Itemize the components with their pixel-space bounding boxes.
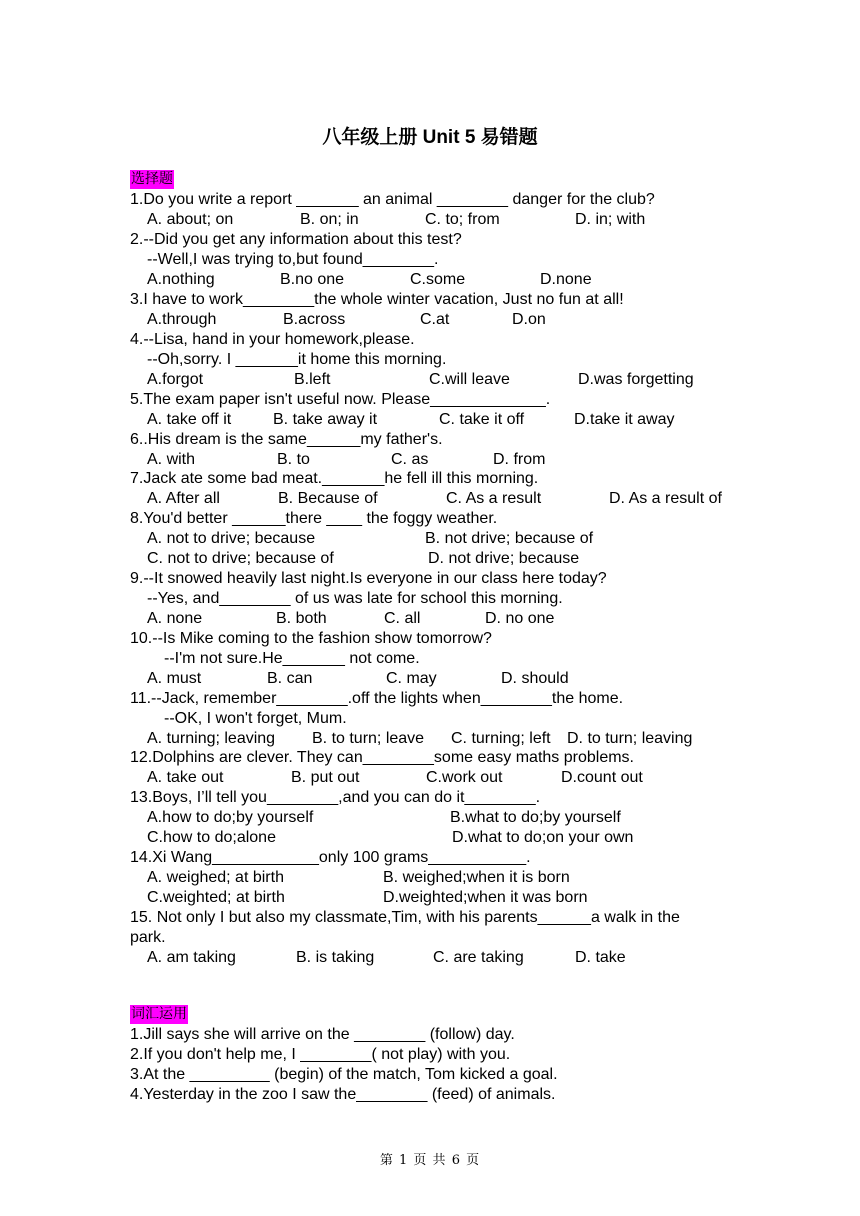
vocab-item-3: 3.At the _________ (begin) of the match, Tom kicked a goal. (130, 1066, 558, 1083)
option-b: B. both (276, 610, 327, 627)
option-b: B. take away it (273, 411, 378, 428)
question-11: 11.--Jack, remember________.off the lights when________the home. (130, 690, 624, 707)
option-c: C. are taking (433, 949, 524, 966)
option-d: D.count out (561, 769, 643, 786)
options-q9 (0, 609, 860, 629)
question-10-reply: --I'm not sure.He_______ not come. (164, 650, 420, 667)
options-q15 (0, 948, 860, 968)
option-d: D. from (493, 451, 546, 468)
question-4: 4.--Lisa, hand in your homework,please. (130, 331, 415, 348)
option-b: B. weighed;when it is born (383, 869, 570, 886)
option-a: A. take out (147, 769, 224, 786)
option-c: C. to; from (425, 211, 500, 228)
option-d: D. to turn; leaving (567, 730, 693, 747)
option-c: C.weighted; at birth (147, 889, 285, 906)
options-q10 (0, 669, 860, 689)
option-d: D. no one (485, 610, 555, 627)
question-2-reply: --Well,I was trying to,but found________. (147, 251, 439, 268)
options-q12 (0, 768, 860, 788)
vocab-item-1: 1.Jill says she will arrive on the ________ (follow) day. (130, 1026, 515, 1043)
option-c: C.how to do;alone (147, 829, 276, 846)
option-b: B. can (267, 670, 313, 687)
options-q11 (0, 729, 860, 749)
section-tag-choice: 选择题 (131, 171, 173, 187)
page-title: 八年级上册 Unit 5 易错题 (322, 127, 538, 148)
option-a: A. none (147, 610, 203, 627)
option-a: A.through (147, 311, 217, 328)
option-a: A. After all (147, 490, 220, 507)
option-a: A. not to drive; because (147, 530, 316, 547)
options-q6 (0, 450, 860, 470)
question-9: 9.--It snowed heavily last night.Is everyone in our class here today? (130, 570, 607, 587)
option-b: B. to (277, 451, 310, 468)
question-11-reply: --OK, I won't forget, Mum. (164, 710, 347, 727)
question-14: 14.Xi Wang____________only 100 grams___________. (130, 849, 531, 866)
option-d: D. take (575, 949, 626, 966)
question-12: 12.Dolphins are clever. They can________some easy maths problems. (130, 749, 634, 766)
section-tag-vocabulary: 词汇运用 (131, 1006, 187, 1022)
option-c: C.will leave (429, 371, 510, 388)
option-c: C.some (410, 271, 466, 288)
options-q13-row1 (0, 808, 860, 828)
option-d: D. not drive; because (428, 550, 580, 567)
options-q13-row2 (0, 828, 860, 848)
option-a: A.nothing (147, 271, 215, 288)
question-15: 15. Not only I but also my classmate,Tim, with his parents______a walk in the (130, 909, 680, 926)
option-b: B. put out (291, 769, 360, 786)
options-q2 (0, 270, 860, 290)
options-q14-row2 (0, 888, 860, 908)
option-c: C. all (384, 610, 421, 627)
option-d: D.on (512, 311, 546, 328)
options-q7 (0, 489, 860, 509)
option-b: B. on; in (300, 211, 359, 228)
option-a: A. must (147, 670, 202, 687)
question-5: 5.The exam paper isn't useful now. Please_____________. (130, 391, 551, 408)
option-d: D.take it away (574, 411, 675, 428)
option-a: A.how to do;by yourself (147, 809, 314, 826)
option-d: D.what to do;on your own (452, 829, 634, 846)
option-b: B. to turn; leave (312, 730, 425, 747)
option-a: A. with (147, 451, 196, 468)
options-q5 (0, 410, 860, 430)
options-q8-row2 (0, 549, 860, 569)
option-c: C. as (391, 451, 429, 468)
option-a: A. about; on (147, 211, 234, 228)
question-2: 2.--Did you get any information about this test? (130, 231, 462, 248)
question-15-cont: park. (130, 929, 166, 946)
vocab-item-2: 2.If you don't help me, I ________( not play) with you. (130, 1046, 511, 1063)
option-b: B.across (283, 311, 346, 328)
question-1: 1.Do you write a report _______ an animal ________ danger for the club? (130, 191, 655, 208)
question-8: 8.You'd better ______there ____ the foggy weather. (130, 510, 498, 527)
option-d: D.none (540, 271, 592, 288)
options-q4 (0, 370, 860, 390)
options-q14-row1 (0, 868, 860, 888)
option-a: A.forgot (147, 371, 204, 388)
option-c: C.at (420, 311, 450, 328)
option-a: A. turning; leaving (147, 730, 276, 747)
question-3: 3.I have to work________the whole winter vacation, Just no fun at all! (130, 291, 624, 308)
question-7: 7.Jack ate some bad meat._______he fell ill this morning. (130, 470, 539, 487)
question-13: 13.Boys, I’ll tell you________,and you can do it________. (130, 789, 541, 806)
option-b: B. is taking (296, 949, 375, 966)
option-c: C. As a result (446, 490, 542, 507)
option-b: B.no one (280, 271, 345, 288)
option-a: A. weighed; at birth (147, 869, 284, 886)
option-c: C. take it off (439, 411, 525, 428)
option-a: A. am taking (147, 949, 236, 966)
question-10: 10.--Is Mike coming to the fashion show tomorrow? (130, 630, 492, 647)
option-c: C.work out (426, 769, 503, 786)
vocab-item-4: 4.Yesterday in the zoo I saw the________ (feed) of animals. (130, 1086, 556, 1103)
question-4-reply: --Oh,sorry. I _______it home this morning. (147, 351, 447, 368)
question-9-reply: --Yes, and________ of us was late for school this morning. (147, 590, 563, 607)
option-a: A. take off it (147, 411, 232, 428)
option-d: D.weighted;when it was born (383, 889, 588, 906)
option-b: B.what to do;by yourself (450, 809, 621, 826)
option-b: B. Because of (278, 490, 378, 507)
option-d: D. should (501, 670, 569, 687)
option-b: B. not drive; because of (425, 530, 594, 547)
options-q3 (0, 310, 860, 330)
question-6: 6..His dream is the same______my father's. (130, 431, 443, 448)
option-b: B.left (294, 371, 331, 388)
options-q8-row1 (0, 529, 860, 549)
option-d: D. in; with (575, 211, 646, 228)
option-d: D. As a result of (609, 490, 722, 507)
option-d: D.was forgetting (578, 371, 694, 388)
options-q1 (0, 210, 860, 230)
option-c: C. may (386, 670, 437, 687)
page-footer: 第 1 页 共 6 页 (379, 1153, 481, 1168)
option-c: C. turning; left (451, 730, 551, 747)
option-c: C. not to drive; because of (147, 550, 334, 567)
